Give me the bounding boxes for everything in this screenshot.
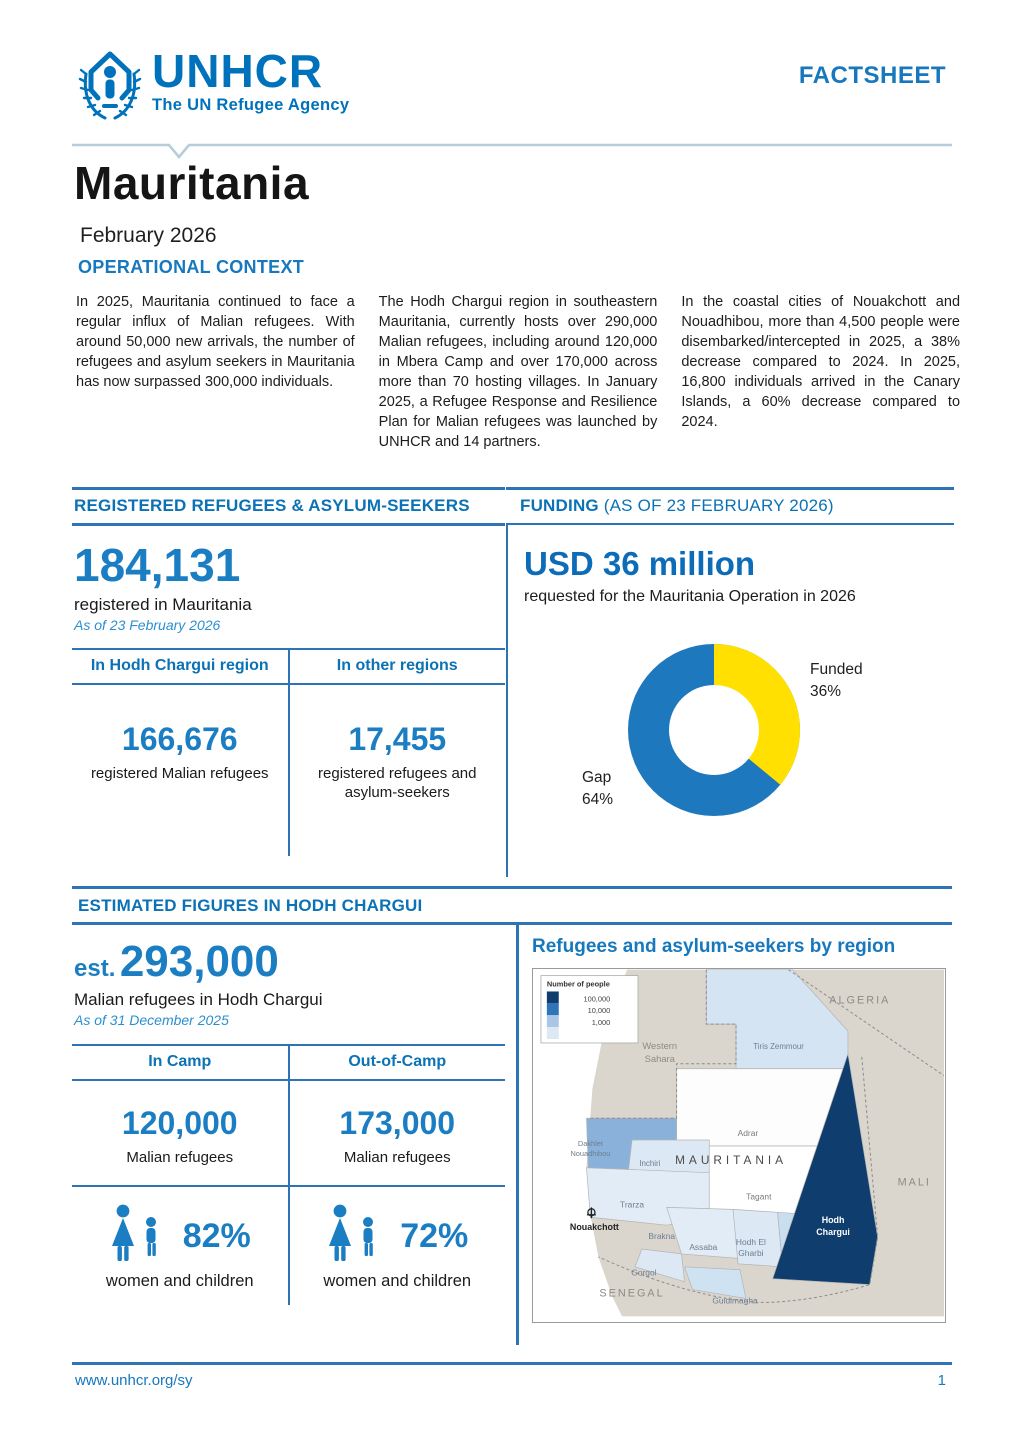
- operational-context: [76, 292, 960, 452]
- svg-text:Sahara: Sahara: [644, 1052, 675, 1064]
- context-paragraph: In the coastal cities of Nouakchott and Nouadhibou, more than 4,500 people were disembarked/intercepted in 2025, a 38% decrease compared to 2024. In 2025, 16,800 individuals arrived in the Canary Islands, a 60% decrease compared to 2024.: [681, 294, 961, 430]
- country-label-mauritania: MAURITANIA: [675, 1152, 788, 1167]
- donut-funded-label: Funded: [810, 661, 863, 678]
- other-regions-column: [288, 650, 506, 856]
- divider: [72, 523, 505, 526]
- funding-section: [506, 487, 954, 877]
- region-label-hodh-chargui: Hodh: [821, 1215, 845, 1226]
- country-label-senegal: SENEGAL: [599, 1287, 665, 1300]
- estimated-section: [72, 937, 505, 1305]
- region-label-trarza: Trarza: [620, 1199, 645, 1210]
- registered-as-of: As of 23 February 2026: [74, 616, 221, 633]
- country-label-mali: MALI: [897, 1176, 931, 1189]
- out-of-camp-column: [288, 1046, 506, 1305]
- estimated-heading: ESTIMATED FIGURES IN HODH CHARGUI: [78, 896, 423, 915]
- region-label-brakna: Brakna: [648, 1231, 676, 1242]
- divider: [72, 922, 952, 925]
- registered-total-caption: registered in Mauritania: [74, 594, 252, 614]
- in-camp-column: [72, 1046, 288, 1305]
- unhcr-wreath-person-icon: [78, 42, 142, 131]
- donut-hole: [669, 685, 759, 775]
- region-label-assaba: Assaba: [689, 1241, 718, 1252]
- funding-caption: requested for the Mauritania Operation in 2026: [524, 588, 856, 605]
- svg-text:Gharbi: Gharbi: [738, 1247, 764, 1258]
- donut-funded-value: 36%: [810, 683, 842, 700]
- legend-value: 10,000: [587, 1006, 611, 1016]
- funding-body: [506, 525, 954, 877]
- column-caption: Malian refugees: [126, 1149, 234, 1166]
- context-paragraph: In 2025, Mauritania continued to face a regular influx of Malian refugees. With around 50,000 new arrivals, the number of refugees and asylum seekers in Mauritania has now surpassed 300,000 individuals.: [76, 294, 355, 390]
- region-label-adrar: Adrar: [737, 1128, 759, 1139]
- region-label-gorgol: Gorgol: [631, 1267, 657, 1278]
- column-caption: registered Malian refugees: [90, 764, 269, 782]
- estimated-caption: Malian refugees in Hodh Chargui: [74, 990, 323, 1009]
- region-label-tagant: Tagant: [746, 1191, 772, 1202]
- region-label-guidimagha: Guidimagha: [712, 1295, 758, 1306]
- women-children-caption: women and children: [323, 1272, 472, 1290]
- region-label-hodh-el-gharbi: Hodh El: [735, 1237, 766, 1248]
- estimated-total: 293,000: [119, 937, 279, 986]
- footer-divider: [72, 1362, 952, 1365]
- map-legend: [541, 976, 638, 1043]
- column-header: In Camp: [72, 1046, 288, 1081]
- funding-heading-suffix: (AS OF 23 FEBRUARY 2026): [603, 496, 834, 515]
- funding-donut-chart: [524, 618, 954, 851]
- svg-text:Chargui: Chargui: [816, 1227, 850, 1238]
- registered-heading: REGISTERED REFUGEES & ASYLUM-SEEKERS: [74, 496, 470, 515]
- legend-value: 100,000: [583, 994, 611, 1004]
- column-value: 166,676: [121, 720, 238, 757]
- women-children-percent: 72%: [400, 1217, 469, 1255]
- context-paragraph: The Hodh Chargui region in southeastern Mauritania, currently hosts over 290,000 Malian refugees, including around 120,000 in Mbera Camp and over 170,000 across more than 70 hosting villages. In January 2025, a Refugee Response and Resilience Plan for Malian refugees was launched by UNHCR and 14 partners.: [378, 294, 658, 450]
- region-map: [532, 968, 946, 1323]
- capital-label: Nouakchott: [569, 1222, 619, 1233]
- estimated-prefix: est.: [74, 955, 116, 982]
- logo-tagline: The UN Refugee Agency: [152, 96, 350, 114]
- woman-and-child-icon: [109, 1203, 171, 1270]
- column-value: 120,000: [121, 1105, 238, 1141]
- column-caption: Malian refugees: [343, 1149, 451, 1166]
- donut-gap-value: 64%: [582, 791, 614, 808]
- hodh-chargui-column: [72, 650, 288, 856]
- region-label-dakhlet-nouadhibou: Dakhlet: [577, 1138, 604, 1148]
- column-value: 173,000: [339, 1105, 456, 1141]
- registered-section: [72, 487, 505, 856]
- map-legend-title: Number of people: [546, 979, 610, 989]
- page-title: Mauritania: [74, 157, 310, 209]
- operational-context-heading: OPERATIONAL CONTEXT: [78, 257, 305, 277]
- column-caption: registered refugees and asylum-seekers: [318, 764, 477, 801]
- funding-heading: [506, 490, 954, 525]
- women-children-caption: women and children: [105, 1272, 254, 1290]
- page-number: 1: [937, 1372, 946, 1389]
- map-title: Refugees and asylum-seekers by region: [532, 936, 896, 957]
- region-label-inchiri: Inchiri: [639, 1158, 661, 1168]
- woman-and-child-icon: [326, 1203, 388, 1270]
- donut-gap-label: Gap: [582, 769, 612, 786]
- country-label-western-sahara: Western: [642, 1039, 678, 1051]
- camp-table: [72, 1044, 505, 1305]
- report-date: February 2026: [80, 224, 217, 247]
- country-label-algeria: ALGERIA: [829, 994, 891, 1007]
- logo-wordmark: UNHCR: [152, 45, 324, 97]
- map-section: [532, 936, 946, 1323]
- funding-amount: USD 36 million: [524, 545, 756, 582]
- registered-table: [72, 648, 505, 856]
- region-label-tiris-zemmour: Tiris Zemmour: [753, 1041, 804, 1051]
- column-value: 17,455: [348, 720, 447, 757]
- column-header: In other regions: [290, 650, 506, 685]
- svg-text:Nouadhibou: Nouadhibou: [570, 1148, 611, 1158]
- registered-total: 184,131: [74, 538, 241, 591]
- footer-url-link[interactable]: www.unhcr.org/sy: [75, 1372, 193, 1389]
- funding-heading-main: FUNDING: [520, 496, 599, 515]
- women-children-percent: 82%: [182, 1217, 251, 1255]
- unhcr-logo: [78, 42, 349, 131]
- factsheet-label: FACTSHEET: [798, 62, 946, 89]
- divider: [516, 924, 519, 1345]
- column-header: Out-of-Camp: [290, 1046, 506, 1081]
- column-header: In Hodh Chargui region: [72, 650, 288, 685]
- legend-value: 1,000: [591, 1018, 611, 1028]
- divider: [72, 886, 952, 889]
- estimated-as-of: As of 31 December 2025: [74, 1012, 229, 1028]
